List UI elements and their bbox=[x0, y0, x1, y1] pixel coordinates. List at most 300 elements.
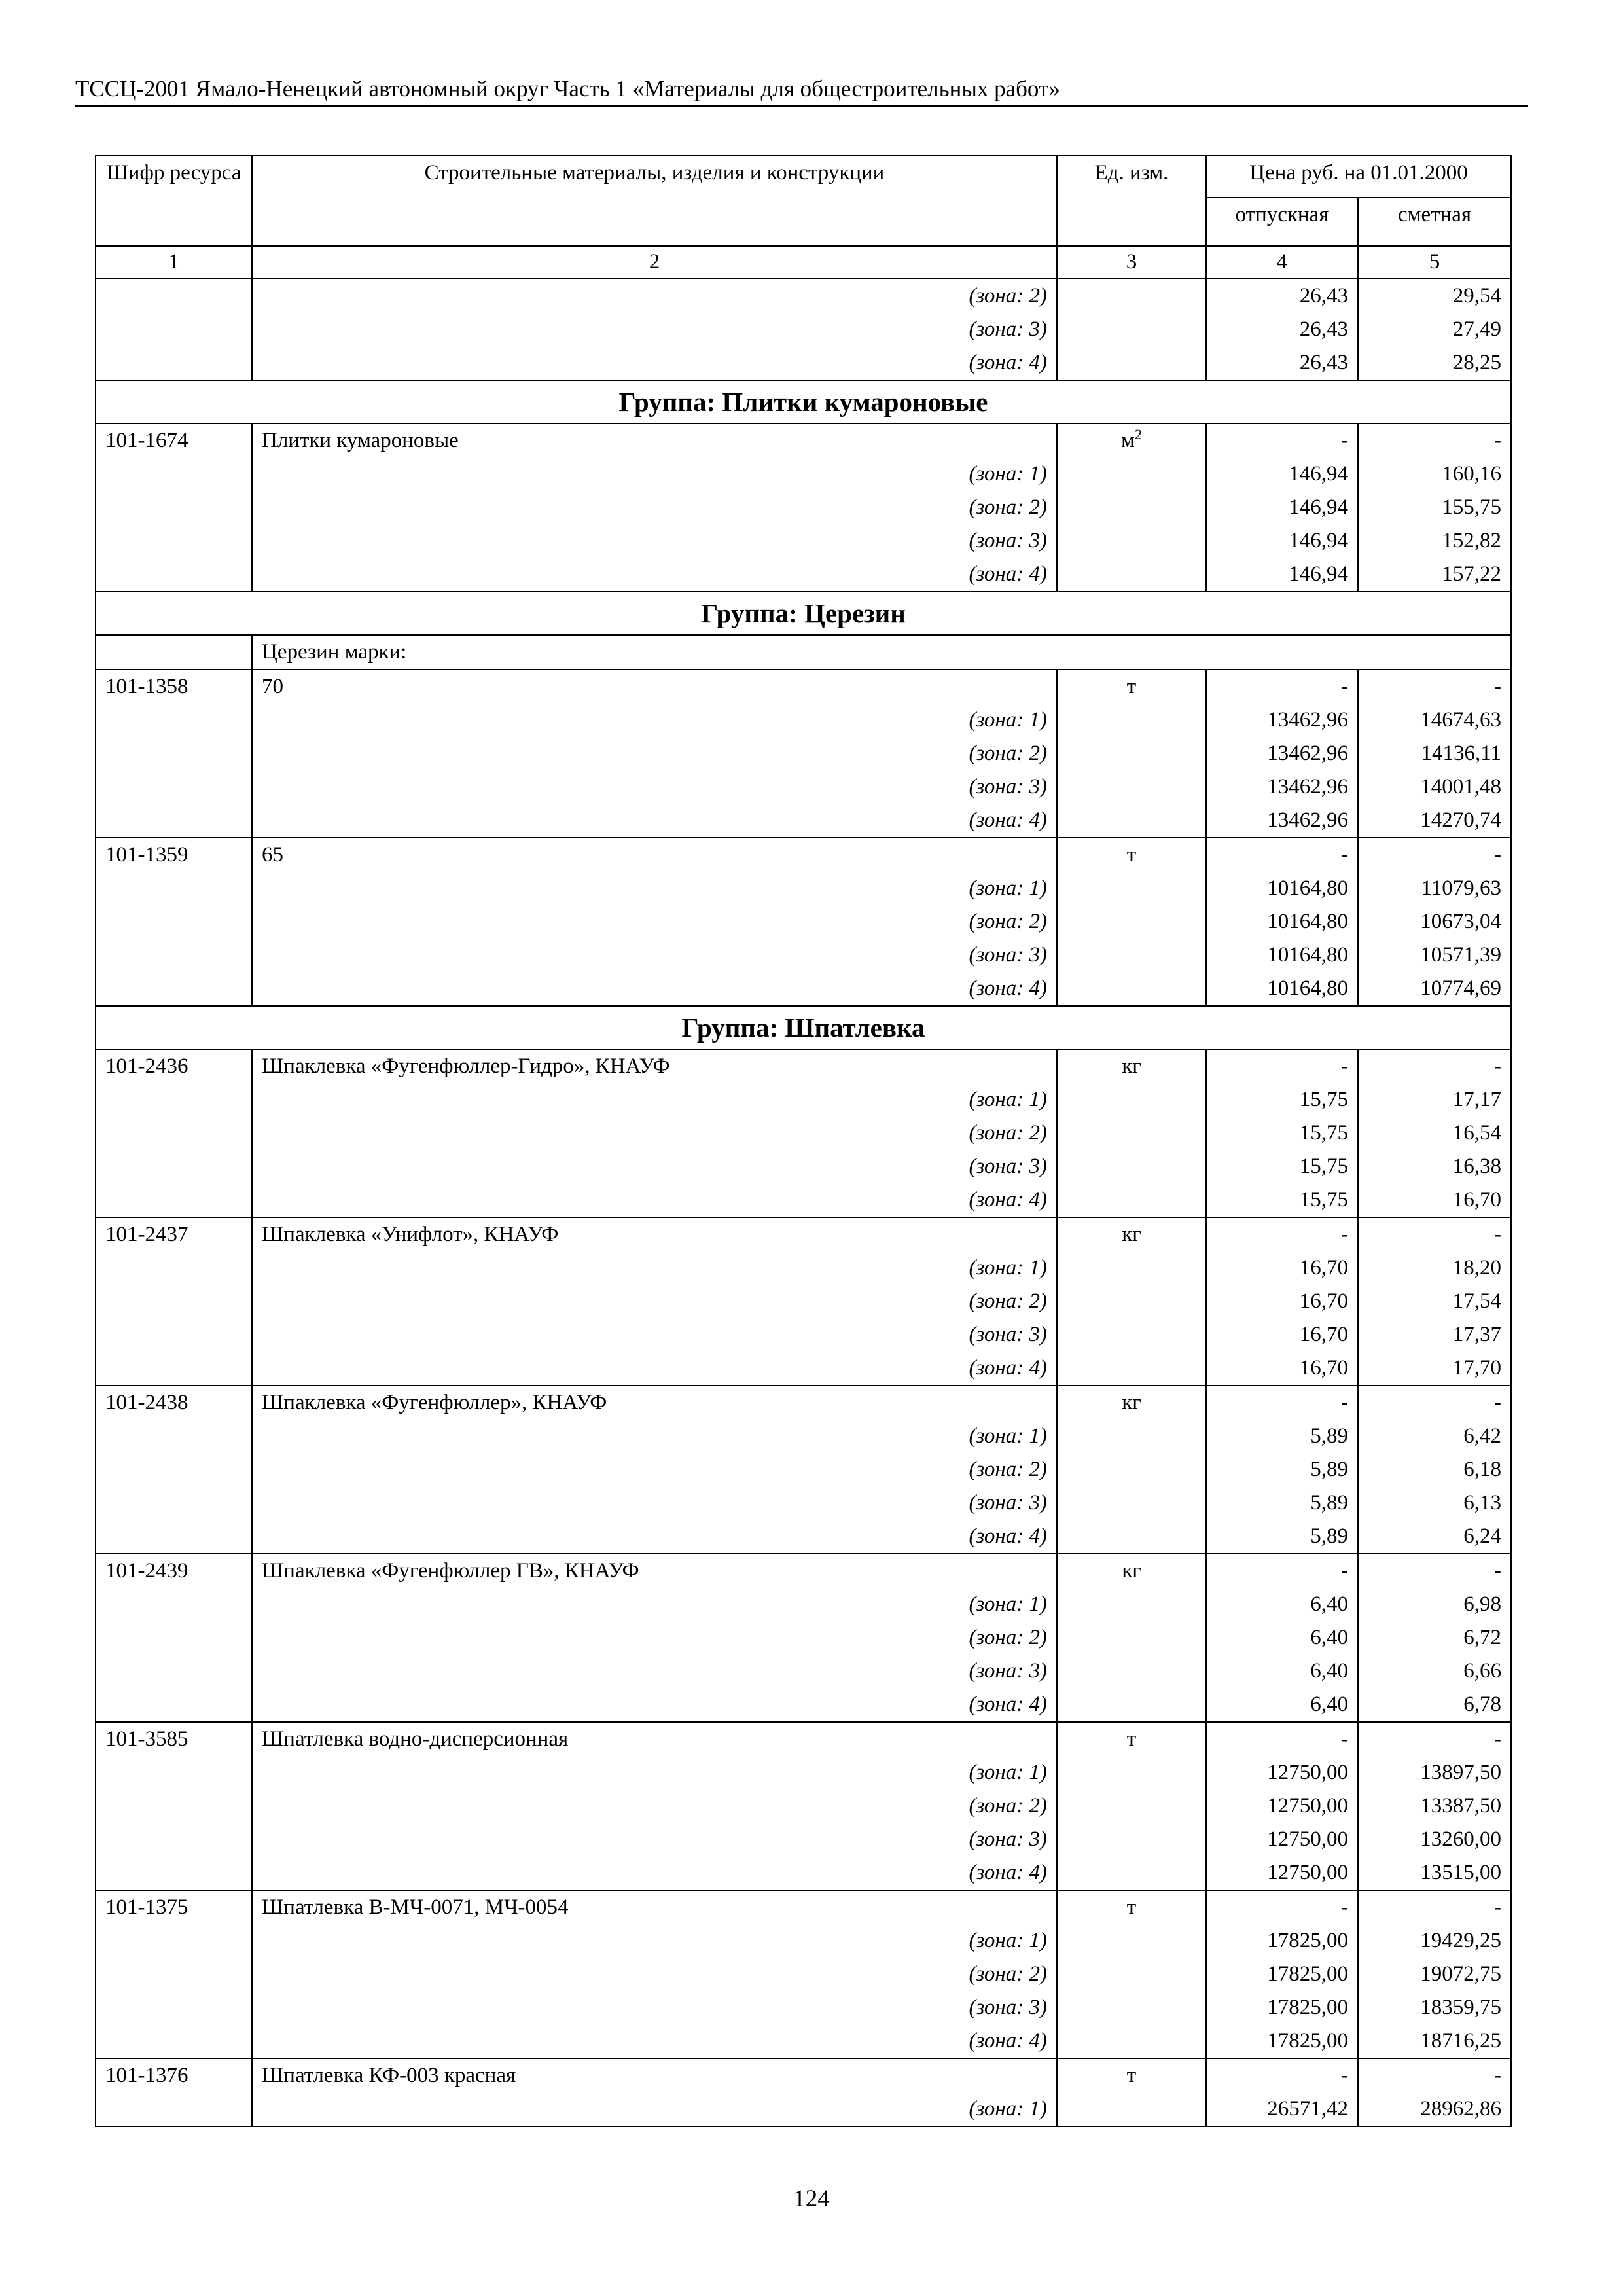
zone-row bbox=[96, 558, 1511, 592]
zone-label: (зона: 3) bbox=[252, 1150, 1057, 1183]
zone-label: (зона: 1) bbox=[252, 1588, 1057, 1621]
estimate-price: 28962,86 bbox=[1358, 2092, 1511, 2126]
zone-label: (зона: 4) bbox=[252, 558, 1057, 592]
release-price: 17825,00 bbox=[1206, 1991, 1358, 2024]
release-price: 16,70 bbox=[1206, 1318, 1358, 1352]
resource-code: 101-1359 bbox=[96, 838, 252, 872]
empty-code bbox=[96, 313, 252, 346]
zone-label: (зона: 1) bbox=[252, 2092, 1057, 2126]
table-row bbox=[96, 1049, 1511, 1083]
empty-code bbox=[96, 1588, 252, 1621]
unit-text: т bbox=[1126, 1727, 1137, 1751]
release-price: 26,43 bbox=[1206, 279, 1358, 313]
zone-label: (зона: 2) bbox=[252, 737, 1057, 770]
release-price: 13462,96 bbox=[1206, 804, 1358, 838]
table-body bbox=[96, 279, 1511, 2126]
zone-label: (зона: 2) bbox=[252, 905, 1057, 939]
empty-unit bbox=[1057, 457, 1206, 491]
estimate-price: 155,75 bbox=[1358, 491, 1511, 524]
table-row bbox=[96, 1217, 1511, 1251]
estimate-price: 13387,50 bbox=[1358, 1789, 1511, 1823]
estimate-price: 18359,75 bbox=[1358, 1991, 1511, 2024]
release-price: 6,40 bbox=[1206, 1621, 1358, 1655]
empty-code bbox=[96, 1789, 252, 1823]
header-price: Цена руб. на 01.01.2000 bbox=[1206, 156, 1511, 198]
empty-code bbox=[96, 457, 252, 491]
empty-code bbox=[96, 1991, 252, 2024]
release-price: 15,75 bbox=[1206, 1083, 1358, 1117]
zone-row bbox=[96, 972, 1511, 1006]
estimate-price: 17,70 bbox=[1358, 1352, 1511, 1386]
empty-unit bbox=[1057, 1420, 1206, 1453]
empty-unit bbox=[1057, 1958, 1206, 1991]
estimate-price: - bbox=[1358, 838, 1511, 872]
estimate-price: 6,98 bbox=[1358, 1588, 1511, 1621]
zone-row bbox=[96, 1823, 1511, 1856]
empty-code bbox=[96, 905, 252, 939]
release-price: - bbox=[1206, 423, 1358, 457]
zone-row bbox=[96, 279, 1511, 313]
zone-label: (зона: 1) bbox=[252, 457, 1057, 491]
zone-label: (зона: 3) bbox=[252, 313, 1057, 346]
header-estimate: сметная bbox=[1358, 198, 1511, 246]
empty-code bbox=[96, 1420, 252, 1453]
release-price: 146,94 bbox=[1206, 558, 1358, 592]
empty-code bbox=[96, 737, 252, 770]
zone-row bbox=[96, 524, 1511, 558]
zone-row bbox=[96, 457, 1511, 491]
estimate-price: 157,22 bbox=[1358, 558, 1511, 592]
material-name: Шпаклевка «Фугенфюллер-Гидро», КНАУФ bbox=[252, 1049, 1057, 1083]
empty-unit bbox=[1057, 1655, 1206, 1688]
material-name: Шпаклевка «Фугенфюллер», КНАУФ bbox=[252, 1386, 1057, 1420]
release-price: 146,94 bbox=[1206, 524, 1358, 558]
zone-label: (зона: 4) bbox=[252, 1688, 1057, 1722]
zone-row bbox=[96, 1856, 1511, 1890]
group-header-row bbox=[96, 380, 1511, 423]
estimate-price: 11079,63 bbox=[1358, 872, 1511, 905]
empty-unit bbox=[1057, 1083, 1206, 1117]
estimate-price: 14270,74 bbox=[1358, 804, 1511, 838]
zone-label: (зона: 4) bbox=[252, 804, 1057, 838]
empty-unit bbox=[1057, 737, 1206, 770]
release-price: - bbox=[1206, 1554, 1358, 1588]
subheading-row bbox=[96, 635, 1511, 670]
zone-row bbox=[96, 1621, 1511, 1655]
release-price: - bbox=[1206, 1890, 1358, 1924]
zone-row bbox=[96, 1958, 1511, 1991]
zone-row bbox=[96, 737, 1511, 770]
resource-code: 101-1376 bbox=[96, 2058, 252, 2092]
zone-row bbox=[96, 491, 1511, 524]
unit-text: кг bbox=[1122, 1391, 1141, 1414]
empty-code bbox=[96, 2024, 252, 2058]
release-price: 12750,00 bbox=[1206, 1756, 1358, 1789]
empty-code bbox=[96, 1924, 252, 1958]
unit-text: кг bbox=[1122, 1559, 1141, 1583]
zone-label: (зона: 4) bbox=[252, 2024, 1057, 2058]
zone-label: (зона: 3) bbox=[252, 1318, 1057, 1352]
release-price: 15,75 bbox=[1206, 1150, 1358, 1183]
unit-cell bbox=[1057, 838, 1206, 872]
table-row bbox=[96, 1554, 1511, 1588]
resource-code: 101-1358 bbox=[96, 670, 252, 704]
estimate-price: 17,37 bbox=[1358, 1318, 1511, 1352]
zone-row bbox=[96, 1924, 1511, 1958]
empty-unit bbox=[1057, 1285, 1206, 1318]
zone-row bbox=[96, 1318, 1511, 1352]
empty-code bbox=[96, 804, 252, 838]
zone-row bbox=[96, 1352, 1511, 1386]
empty-unit bbox=[1057, 1150, 1206, 1183]
zone-row bbox=[96, 1655, 1511, 1688]
col-number-3: 3 bbox=[1057, 246, 1206, 279]
empty-code bbox=[96, 1688, 252, 1722]
empty-unit bbox=[1057, 770, 1206, 804]
unit-superscript: 2 bbox=[1134, 426, 1142, 442]
resource-code: 101-1375 bbox=[96, 1890, 252, 1924]
estimate-price: - bbox=[1358, 670, 1511, 704]
release-price: 146,94 bbox=[1206, 457, 1358, 491]
estimate-price: 10673,04 bbox=[1358, 905, 1511, 939]
release-price: 6,40 bbox=[1206, 1688, 1358, 1722]
empty-code bbox=[96, 1958, 252, 1991]
resource-code: 101-2436 bbox=[96, 1049, 252, 1083]
release-price: 17825,00 bbox=[1206, 2024, 1358, 2058]
release-price: 26,43 bbox=[1206, 313, 1358, 346]
empty-unit bbox=[1057, 1688, 1206, 1722]
empty-unit bbox=[1057, 704, 1206, 737]
empty-code bbox=[96, 1150, 252, 1183]
release-price: 12750,00 bbox=[1206, 1823, 1358, 1856]
estimate-price: 14136,11 bbox=[1358, 737, 1511, 770]
zone-row bbox=[96, 939, 1511, 972]
zone-row bbox=[96, 1588, 1511, 1621]
estimate-price: 16,70 bbox=[1358, 1183, 1511, 1217]
page-number: 124 bbox=[793, 2185, 830, 2212]
estimate-price: 19072,75 bbox=[1358, 1958, 1511, 1991]
empty-code bbox=[96, 939, 252, 972]
estimate-price: 6,66 bbox=[1358, 1655, 1511, 1688]
unit-text: кг bbox=[1122, 1223, 1141, 1246]
estimate-price: 10571,39 bbox=[1358, 939, 1511, 972]
empty-unit bbox=[1057, 279, 1206, 313]
estimate-price: 18716,25 bbox=[1358, 2024, 1511, 2058]
empty-code bbox=[96, 491, 252, 524]
release-price: 12750,00 bbox=[1206, 1856, 1358, 1890]
estimate-price: - bbox=[1358, 1386, 1511, 1420]
zone-row bbox=[96, 1756, 1511, 1789]
empty-unit bbox=[1057, 1823, 1206, 1856]
zone-row bbox=[96, 804, 1511, 838]
estimate-price: 13515,00 bbox=[1358, 1856, 1511, 1890]
zone-label: (зона: 1) bbox=[252, 1756, 1057, 1789]
empty-unit bbox=[1057, 1352, 1206, 1386]
empty-unit bbox=[1057, 1520, 1206, 1554]
zone-label: (зона: 1) bbox=[252, 1251, 1057, 1285]
release-price: 5,89 bbox=[1206, 1420, 1358, 1453]
release-price: 16,70 bbox=[1206, 1251, 1358, 1285]
unit-cell bbox=[1057, 1890, 1206, 1924]
estimate-price: 18,20 bbox=[1358, 1251, 1511, 1285]
empty-unit bbox=[1057, 2024, 1206, 2058]
zone-row bbox=[96, 770, 1511, 804]
zone-label: (зона: 2) bbox=[252, 1789, 1057, 1823]
estimate-price: 17,17 bbox=[1358, 1083, 1511, 1117]
estimate-price: 6,78 bbox=[1358, 1688, 1511, 1722]
zone-row bbox=[96, 1083, 1511, 1117]
zone-label: (зона: 4) bbox=[252, 1856, 1057, 1890]
resource-code: 101-2439 bbox=[96, 1554, 252, 1588]
zone-label: (зона: 1) bbox=[252, 1420, 1057, 1453]
material-name: Шпаклевка «Фугенфюллер ГВ», КНАУФ bbox=[252, 1554, 1057, 1588]
zone-row bbox=[96, 2024, 1511, 2058]
zone-row bbox=[96, 1285, 1511, 1318]
empty-code bbox=[96, 1083, 252, 1117]
estimate-price: 14674,63 bbox=[1358, 704, 1511, 737]
empty-code bbox=[96, 972, 252, 1006]
unit-cell bbox=[1057, 1217, 1206, 1251]
estimate-price: 27,49 bbox=[1358, 313, 1511, 346]
zone-row bbox=[96, 1117, 1511, 1150]
estimate-price: - bbox=[1358, 1890, 1511, 1924]
estimate-price: 16,54 bbox=[1358, 1117, 1511, 1150]
empty-unit bbox=[1057, 558, 1206, 592]
empty-code bbox=[96, 1621, 252, 1655]
release-price: 6,40 bbox=[1206, 1588, 1358, 1621]
release-price: 13462,96 bbox=[1206, 704, 1358, 737]
zone-label: (зона: 1) bbox=[252, 1924, 1057, 1958]
material-name: Шпатлевка водно-дисперсионная bbox=[252, 1722, 1057, 1756]
header-unit: Ед. изм. bbox=[1057, 156, 1206, 246]
header-name: Строительные материалы, изделия и конструкции bbox=[252, 156, 1057, 246]
zone-label: (зона: 4) bbox=[252, 1183, 1057, 1217]
zone-label: (зона: 1) bbox=[252, 1083, 1057, 1117]
estimate-price: 16,38 bbox=[1358, 1150, 1511, 1183]
zone-row bbox=[96, 1420, 1511, 1453]
zone-row bbox=[96, 1520, 1511, 1554]
header-rule bbox=[75, 105, 1528, 107]
empty-code bbox=[96, 872, 252, 905]
table-row bbox=[96, 838, 1511, 872]
estimate-price: 6,42 bbox=[1358, 1420, 1511, 1453]
zone-label: (зона: 2) bbox=[252, 279, 1057, 313]
empty-unit bbox=[1057, 1453, 1206, 1486]
estimate-price: 14001,48 bbox=[1358, 770, 1511, 804]
group-title: Группа: Плитки кумароновые bbox=[96, 380, 1511, 423]
release-price: 16,70 bbox=[1206, 1352, 1358, 1386]
zone-label: (зона: 2) bbox=[252, 1453, 1057, 1486]
empty-code bbox=[96, 635, 252, 670]
zone-label: (зона: 3) bbox=[252, 1486, 1057, 1520]
estimate-price: - bbox=[1358, 2058, 1511, 2092]
release-price: 10164,80 bbox=[1206, 972, 1358, 1006]
release-price: 17825,00 bbox=[1206, 1924, 1358, 1958]
estimate-price: - bbox=[1358, 1722, 1511, 1756]
release-price: 10164,80 bbox=[1206, 939, 1358, 972]
estimate-price: - bbox=[1358, 1554, 1511, 1588]
estimate-price: 28,25 bbox=[1358, 346, 1511, 380]
estimate-price: 6,72 bbox=[1358, 1621, 1511, 1655]
estimate-price: 13897,50 bbox=[1358, 1756, 1511, 1789]
release-price: - bbox=[1206, 1386, 1358, 1420]
empty-code bbox=[96, 1251, 252, 1285]
release-price: 12750,00 bbox=[1206, 1789, 1358, 1823]
empty-code bbox=[96, 1453, 252, 1486]
zone-label: (зона: 2) bbox=[252, 1958, 1057, 1991]
col-number-2: 2 bbox=[252, 246, 1057, 279]
release-price: - bbox=[1206, 670, 1358, 704]
empty-unit bbox=[1057, 1251, 1206, 1285]
release-price: 15,75 bbox=[1206, 1183, 1358, 1217]
estimate-price: - bbox=[1358, 1049, 1511, 1083]
empty-unit bbox=[1057, 346, 1206, 380]
release-price: 15,75 bbox=[1206, 1117, 1358, 1150]
release-price: - bbox=[1206, 838, 1358, 872]
zone-label: (зона: 3) bbox=[252, 770, 1057, 804]
col-number-4: 4 bbox=[1206, 246, 1358, 279]
empty-code bbox=[96, 1823, 252, 1856]
material-name: Шпатлевка В-МЧ-0071, МЧ-0054 bbox=[252, 1890, 1057, 1924]
unit-text: т bbox=[1126, 2064, 1137, 2087]
material-name: Шпатлевка КФ-003 красная bbox=[252, 2058, 1057, 2092]
zone-label: (зона: 3) bbox=[252, 1823, 1057, 1856]
empty-unit bbox=[1057, 1183, 1206, 1217]
table-row bbox=[96, 1386, 1511, 1420]
empty-unit bbox=[1057, 1318, 1206, 1352]
empty-code bbox=[96, 1352, 252, 1386]
zone-row bbox=[96, 1150, 1511, 1183]
group-title: Группа: Шпатлевка bbox=[96, 1006, 1511, 1049]
empty-code bbox=[96, 558, 252, 592]
resource-code: 101-2438 bbox=[96, 1386, 252, 1420]
empty-code bbox=[96, 2092, 252, 2126]
release-price: - bbox=[1206, 1049, 1358, 1083]
release-price: 5,89 bbox=[1206, 1520, 1358, 1554]
unit-cell bbox=[1057, 670, 1206, 704]
empty-unit bbox=[1057, 491, 1206, 524]
table-row bbox=[96, 1890, 1511, 1924]
zone-label: (зона: 3) bbox=[252, 1655, 1057, 1688]
zone-row bbox=[96, 1453, 1511, 1486]
empty-code bbox=[96, 770, 252, 804]
empty-code bbox=[96, 1655, 252, 1688]
zone-label: (зона: 1) bbox=[252, 872, 1057, 905]
zone-row bbox=[96, 1251, 1511, 1285]
empty-code bbox=[96, 524, 252, 558]
zone-label: (зона: 3) bbox=[252, 1991, 1057, 2024]
estimate-price: - bbox=[1358, 423, 1511, 457]
zone-label: (зона: 2) bbox=[252, 491, 1057, 524]
release-price: 5,89 bbox=[1206, 1486, 1358, 1520]
zone-label: (зона: 4) bbox=[252, 1352, 1057, 1386]
empty-unit bbox=[1057, 2092, 1206, 2126]
material-name: Плитки кумароновые bbox=[252, 423, 1057, 457]
group-title: Группа: Церезин bbox=[96, 592, 1511, 635]
zone-row bbox=[96, 1688, 1511, 1722]
empty-code bbox=[96, 346, 252, 380]
zone-label: (зона: 3) bbox=[252, 524, 1057, 558]
unit-cell bbox=[1057, 1554, 1206, 1588]
unit-cell bbox=[1057, 1722, 1206, 1756]
resource-code: 101-3585 bbox=[96, 1722, 252, 1756]
release-price: 16,70 bbox=[1206, 1285, 1358, 1318]
empty-code bbox=[96, 1318, 252, 1352]
estimate-price: 6,18 bbox=[1358, 1453, 1511, 1486]
page-header: ТССЦ-2001 Ямало-Ненецкий автономный округ Часть 1 «Материалы для общестроительных работ» bbox=[75, 76, 1060, 101]
release-price: - bbox=[1206, 1217, 1358, 1251]
estimate-price: 152,82 bbox=[1358, 524, 1511, 558]
empty-unit bbox=[1057, 1856, 1206, 1890]
release-price: 17825,00 bbox=[1206, 1958, 1358, 1991]
unit-text: т bbox=[1126, 1895, 1137, 1919]
unit-text: м bbox=[1121, 429, 1135, 452]
empty-unit bbox=[1057, 1117, 1206, 1150]
zone-row bbox=[96, 2092, 1511, 2126]
unit-cell bbox=[1057, 2058, 1206, 2092]
col-number-1: 1 bbox=[96, 246, 252, 279]
header-code: Шифр ресурса bbox=[96, 156, 252, 246]
table-row bbox=[96, 1722, 1511, 1756]
release-price: 13462,96 bbox=[1206, 737, 1358, 770]
zone-row bbox=[96, 346, 1511, 380]
price-table bbox=[95, 155, 1512, 2127]
empty-code bbox=[96, 279, 252, 313]
empty-unit bbox=[1057, 872, 1206, 905]
release-price: 13462,96 bbox=[1206, 770, 1358, 804]
zone-label: (зона: 2) bbox=[252, 1117, 1057, 1150]
release-price: 5,89 bbox=[1206, 1453, 1358, 1486]
zone-row bbox=[96, 872, 1511, 905]
zone-label: (зона: 1) bbox=[252, 704, 1057, 737]
zone-row bbox=[96, 1991, 1511, 2024]
empty-code bbox=[96, 1756, 252, 1789]
group-header-row bbox=[96, 1006, 1511, 1049]
resource-code: 101-1674 bbox=[96, 423, 252, 457]
zone-row bbox=[96, 704, 1511, 737]
zone-row bbox=[96, 905, 1511, 939]
empty-unit bbox=[1057, 905, 1206, 939]
release-price: 26571,42 bbox=[1206, 2092, 1358, 2126]
col-number-5: 5 bbox=[1358, 246, 1511, 279]
estimate-price: - bbox=[1358, 1217, 1511, 1251]
empty-code bbox=[96, 704, 252, 737]
empty-unit bbox=[1057, 524, 1206, 558]
table-row bbox=[96, 423, 1511, 457]
material-name: Шпаклевка «Унифлот», КНАУФ bbox=[252, 1217, 1057, 1251]
empty-code bbox=[96, 1856, 252, 1890]
estimate-price: 10774,69 bbox=[1358, 972, 1511, 1006]
empty-code bbox=[96, 1486, 252, 1520]
material-name: 70 bbox=[252, 670, 1057, 704]
empty-unit bbox=[1057, 804, 1206, 838]
unit-cell bbox=[1057, 423, 1206, 457]
zone-row bbox=[96, 1183, 1511, 1217]
header-release: отпускная bbox=[1206, 198, 1358, 246]
zone-label: (зона: 2) bbox=[252, 1285, 1057, 1318]
subheading-text: Церезин марки: bbox=[252, 635, 1511, 670]
empty-unit bbox=[1057, 1621, 1206, 1655]
zone-row bbox=[96, 1789, 1511, 1823]
zone-label: (зона: 3) bbox=[252, 939, 1057, 972]
unit-text: т bbox=[1126, 843, 1137, 867]
empty-code bbox=[96, 1183, 252, 1217]
material-name: 65 bbox=[252, 838, 1057, 872]
estimate-price: 17,54 bbox=[1358, 1285, 1511, 1318]
empty-unit bbox=[1057, 313, 1206, 346]
empty-unit bbox=[1057, 1486, 1206, 1520]
estimate-price: 6,13 bbox=[1358, 1486, 1511, 1520]
